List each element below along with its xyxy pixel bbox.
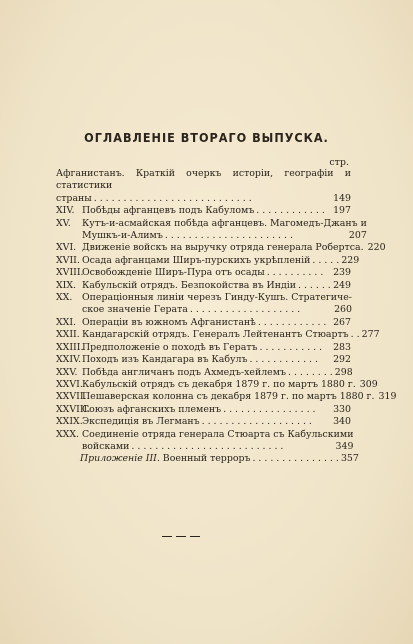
page-column-header: стр. xyxy=(329,157,349,168)
chapter-number: XXVII. xyxy=(56,391,87,403)
chapter-number: XXIII. xyxy=(56,341,84,353)
page-number: 330 xyxy=(333,403,351,415)
chapter-title: Кабульскій отрядъ. Безпокойства въ Индіи xyxy=(82,279,296,291)
chapter-title: Побѣды афганцевъ подъ Кабуломъ xyxy=(82,205,255,217)
chapter-title: Осада афганцами Ширъ-пурскихъ укрѣпленій xyxy=(82,254,311,266)
chapter-title: Союзъ афганскихъ племенъ xyxy=(82,403,222,415)
page-number: 260 xyxy=(334,304,352,316)
chapter-number: XXII. xyxy=(56,329,80,341)
page-number: 220 xyxy=(367,242,386,254)
appendix-title: Военный терроръ xyxy=(159,453,251,465)
chapter-number: XXI. xyxy=(56,316,77,328)
chapter-title: Соединеніе отряда генерала Стюарта съ Кабульскими xyxy=(82,428,354,440)
chapter-title: Операціонныя линіи черезъ Гинду-Кушъ. Стратегиче- xyxy=(82,292,352,304)
chapter-title: Кабульскій отрядъ съ декабря 1879 г. по мартъ 1880 г. xyxy=(82,378,356,390)
toc-entry xyxy=(56,416,351,428)
chapter-title: Побѣда англичанъ подъ Ахмедъ-хейлемъ xyxy=(82,366,286,378)
chapter-number: XXX. xyxy=(56,428,80,440)
toc-entry xyxy=(56,391,397,403)
chapter-title: Мушкъ-и-Алимъ xyxy=(82,230,163,242)
appendix-label: Приложеніе III. xyxy=(80,453,160,465)
leader-dots: . . . . . . . . . . xyxy=(266,267,324,279)
toc-entry xyxy=(56,242,386,254)
leader-dots: . . . . . . . . . . . . xyxy=(257,316,327,328)
toc-entry xyxy=(56,168,351,205)
leader-dots: . . . . . . . . . . . . . . . . . . . . . . . . . . xyxy=(131,440,284,452)
toc-entry xyxy=(56,367,351,379)
toc-entry xyxy=(56,292,351,317)
chapter-title: Кандагарскій отрядъ. Генералъ Лейтенантъ Стюартъ xyxy=(82,329,349,341)
chapter-number: XVI. xyxy=(56,242,77,254)
page-number: 239 xyxy=(333,267,351,279)
page-number: 298 xyxy=(334,366,353,378)
leader-dots: . . xyxy=(350,329,360,341)
toc-entry xyxy=(56,428,354,454)
chapter-title: ское значеніе Герата xyxy=(82,304,188,316)
leader-dots: . . . . . . . . . . . . . . . . . . . xyxy=(201,416,312,428)
toc-entry xyxy=(56,342,351,354)
page-number: 340 xyxy=(333,416,351,428)
page-number: 357 xyxy=(340,453,359,465)
leader-dots: . . . . . . . . xyxy=(287,366,333,378)
page-number: 207 xyxy=(348,230,367,242)
page-number: 277 xyxy=(361,329,380,341)
leader-dots: . . . . . . xyxy=(298,279,331,291)
toc-entry xyxy=(56,254,360,267)
leader-dots: . . . . . . . . . . . . . . . . . . . . . . xyxy=(164,230,293,242)
chapter-number: XXVIII. xyxy=(56,403,91,415)
leader-dots: . . . . . xyxy=(312,254,340,266)
chapter-title: Предположеніе о походѣ въ Гератъ xyxy=(82,341,258,353)
leader-dots: . . . . . . . . . . . . xyxy=(256,205,325,217)
page-number: 292 xyxy=(333,354,351,366)
chapter-number: XIX. xyxy=(56,279,77,291)
chapter-number: XXVI. xyxy=(56,378,83,390)
page-number: 309 xyxy=(359,378,378,390)
page-number: 197 xyxy=(333,205,351,217)
toc-entry xyxy=(56,329,380,341)
toc-entry xyxy=(56,378,378,391)
page-number: 229 xyxy=(341,254,360,266)
chapter-title: Движеніе войскъ на выручку отряда генерала Робертса. xyxy=(82,242,364,254)
chapter-title: Кутъ-и-асмайская побѣда афганцевъ. Магомедъ-Джанъ и xyxy=(82,217,367,229)
leader-dots: . . . . . . . . . . . . . . . . xyxy=(223,403,316,415)
toc-entry xyxy=(56,354,351,366)
chapter-number: XXIX. xyxy=(56,416,83,428)
chapter-title: Экспедиція въ Легманъ xyxy=(82,416,200,428)
page-title: ОГЛАВЛЕНІЕ ВТОРАГО ВЫПУСКА. xyxy=(84,130,329,145)
chapter-title: Походъ изъ Кандагара въ Кабулъ xyxy=(82,354,248,366)
chapter-number: XVII. xyxy=(56,254,80,266)
chapter-title: Операціи въ южномъ Афганистанѣ xyxy=(82,316,256,328)
toc-entry xyxy=(56,267,351,279)
chapter-number: XVIII. xyxy=(56,267,84,279)
toc-entry xyxy=(56,205,351,217)
leader-dots: . . . . . . . . . . . . . . . . . . . . . . . . . . . xyxy=(93,192,252,204)
chapter-number: XX. xyxy=(56,292,73,304)
page-number: 249 xyxy=(333,279,351,291)
chapter-title: Афганистанъ. Краткій очеркъ исторіи, географіи и статистики xyxy=(56,168,351,192)
page-number: 283 xyxy=(333,341,351,353)
leader-dots: . . . . . . . . . . . . . . . . . . . xyxy=(189,304,301,316)
chapter-number: XXV. xyxy=(56,366,78,378)
page-number: 349 xyxy=(335,440,354,452)
chapter-number: XV. xyxy=(56,217,71,229)
chapter-number: XXIV. xyxy=(56,354,82,366)
toc-entry xyxy=(56,453,359,465)
leader-dots: . . . . . . . . . . . xyxy=(259,341,323,353)
toc-entry xyxy=(56,217,367,243)
leader-dots: . . . . . . . . . . . . . . . xyxy=(252,453,339,465)
page-number: 319 xyxy=(378,391,397,403)
page-number: 149 xyxy=(333,192,351,204)
chapter-title: Пешаверская колонна съ декабря 1879 г. по мартъ 1880 г. xyxy=(82,391,375,403)
page-number: 267 xyxy=(333,316,351,328)
chapter-number: XIV. xyxy=(56,205,75,217)
toc-entry xyxy=(56,404,351,416)
chapter-title xyxy=(80,453,250,465)
toc-entry xyxy=(56,317,351,329)
chapter-title: страны xyxy=(56,192,92,204)
chapter-title: войсками xyxy=(82,440,130,452)
toc-entry xyxy=(56,280,351,292)
chapter-title: Освобожденіе Ширъ-Пура отъ осады xyxy=(82,267,265,279)
leader-dots: . . . . . . . . . . . . xyxy=(249,354,318,366)
table-of-contents xyxy=(56,168,397,466)
